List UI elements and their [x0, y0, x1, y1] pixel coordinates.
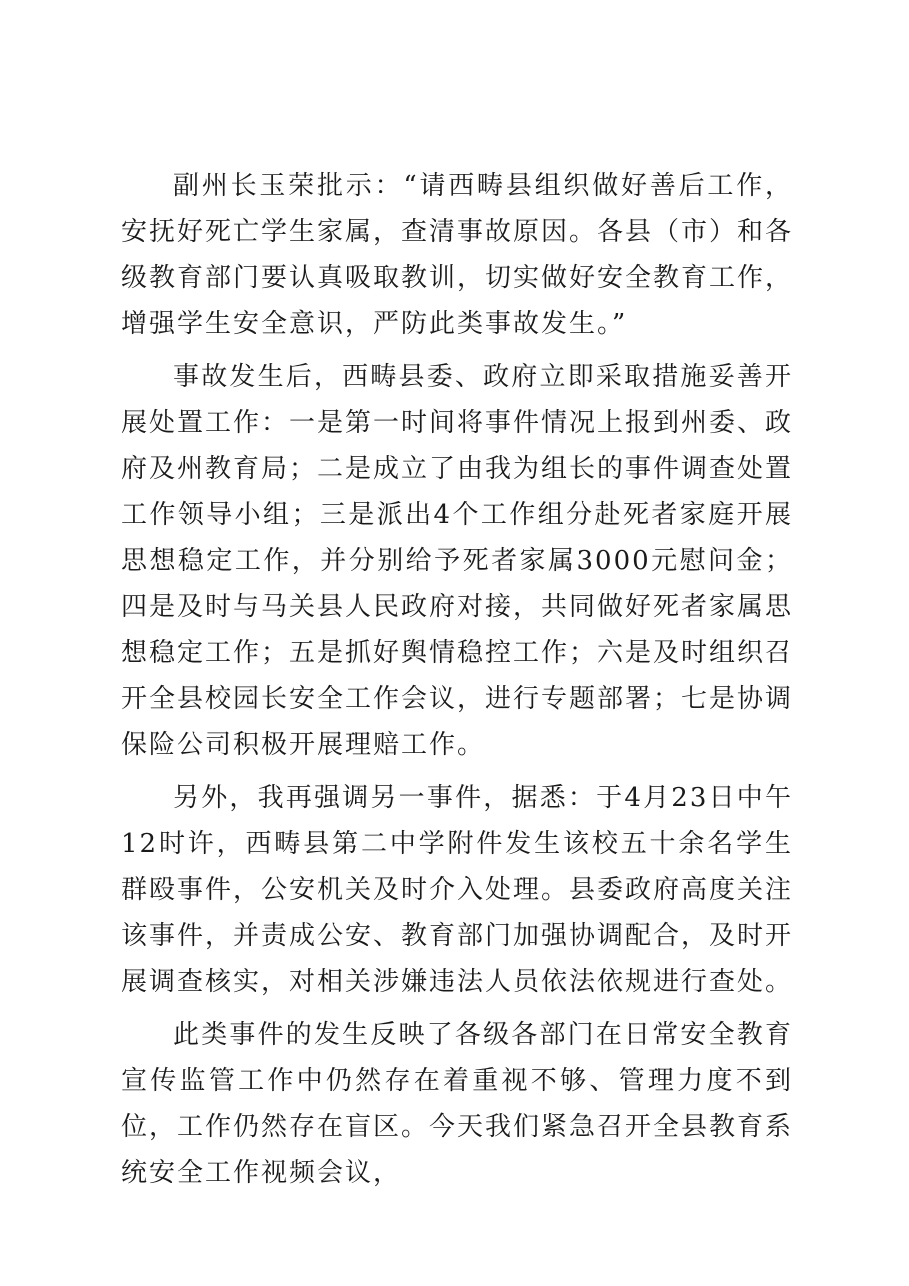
document-body	[121, 163, 793, 1203]
paragraph-reflection: 此类事件的发生反映了各级各部门在日常安全教育宣传监管工作中仍然存在着重视不够、管理力度不到位，工作仍然存在盲区。今天我们紧急召开全县教育系统安全工作视频会议，	[121, 1020, 794, 1188]
paragraph-second-incident: 另外，我再强调另一事件，据悉：于4月23日中午12时许，西畴县第二中学附件发生该校五十余名学生群殴事件，公安机关及时介入处理。县委政府高度关注该事件，并责成公安、教育部门加强协调配合，及时开展调查核实，对相关涉嫌违法人员依法依规进行查处。	[121, 783, 794, 997]
paragraph-instruction: 副州长玉荣批示：“请西畴县组织做好善后工作，安抚好死亡学生家属，查清事故原因。各县（市）和各级教育部门要认真吸取教训，切实做好安全教育工作，增强学生安全意识，严防此类事故发生。”	[121, 171, 794, 339]
paragraph-response-measures: 事故发生后，西畴县委、政府立即采取措施妥善开展处置工作：一是第一时间将事件情况上报到州委、政府及州教育局；二是成立了由我为组长的事件调查处置工作领导小组；三是派出4个工作组分赴死者家庭开展思想稳定工作，并分别给予死者家属3000元慰问金；四是及时与马关县人民政府对接，共同做好死者家属思想稳定工作；五是抓好舆情稳控工作；六是及时组织召开全县校园长安全工作会议，进行专题部署；七是协调保险公司积极开展理赔工作。	[121, 362, 794, 760]
